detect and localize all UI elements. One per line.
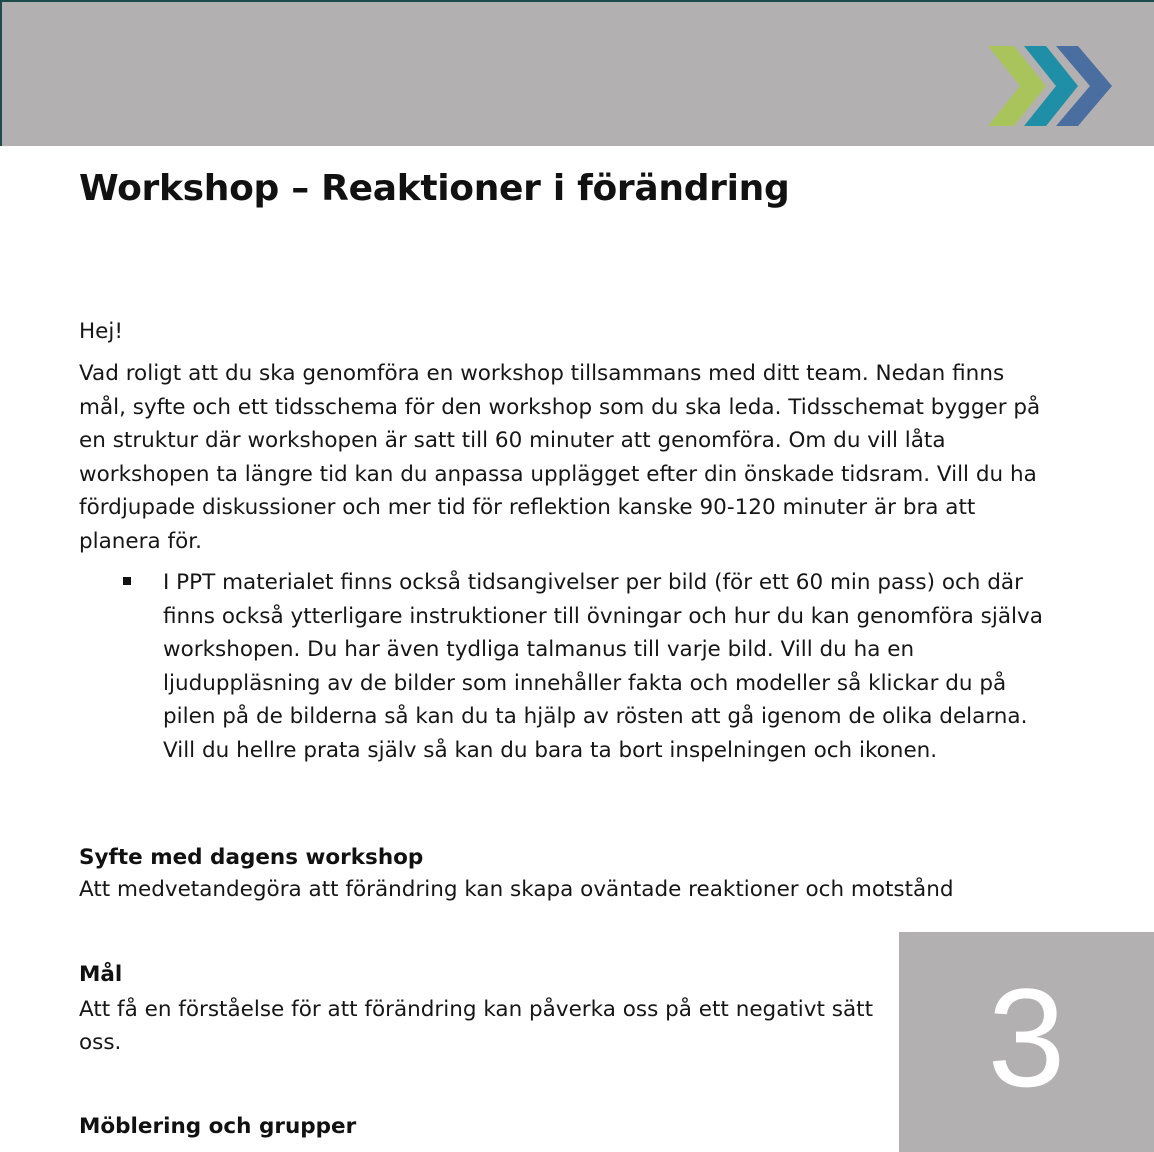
page-number-box	[899, 932, 1154, 1152]
greeting: Hej!	[79, 319, 123, 344]
section-heading-furnishing: Möblering och grupper	[79, 1114, 357, 1139]
section-heading-purpose: Syfte med dagens workshop	[79, 845, 424, 870]
section-text-goal-line2: oss.	[79, 1030, 122, 1055]
header-bar	[0, 0, 1154, 146]
section-heading-goal: Mål	[79, 962, 123, 987]
square-bullet-icon	[123, 577, 131, 585]
intro-paragraph: Vad roligt att du ska genomföra en workshop tillsammans med ditt team. Nedan finns mål, syfte och ett tidsschema för den workshop som du ska leda. Tidsschemat bygger på en struktur där workshopen är satt till 60 minuter att genomföra. Om du vill låta workshopen ta längre tid kan du anpassa upplägget efter din önskade tidsram. Vill du ha fördjupade diskussioner och mer tid för reflektion kanske 90-120 minuter är bra att planera för.	[79, 361, 1041, 554]
section-text-goal-line1: Att få en förståelse för att förändring kan påverka oss på ett negativt sätt	[79, 997, 873, 1022]
document-title: Workshop – Reaktioner i förändring	[79, 168, 790, 209]
section-text-purpose: Att medvetandegöra att förändring kan skapa oväntade reaktioner och motstånd	[79, 877, 954, 902]
chevron-logo-icon	[980, 38, 1120, 134]
page-number: 3	[987, 959, 1066, 1116]
bullet-text: I PPT materialet finns också tidsangivelser per bild (för ett 60 min pass) och där finns också ytterligare instruktioner till övningar och hur du kan genomföra själva workshopen. Du har även tydliga talmanus till varje bild. Vill du ha en ljuduppläsning av de bilder som innehåller fakta och modeller så klickar du på pilen på de bilderna så kan du ta hjälp av rösten att gå igenom de olika delarna. Vill du hellre prata själv så kan du bara ta bort inspelningen och ikonen.	[163, 570, 1043, 763]
